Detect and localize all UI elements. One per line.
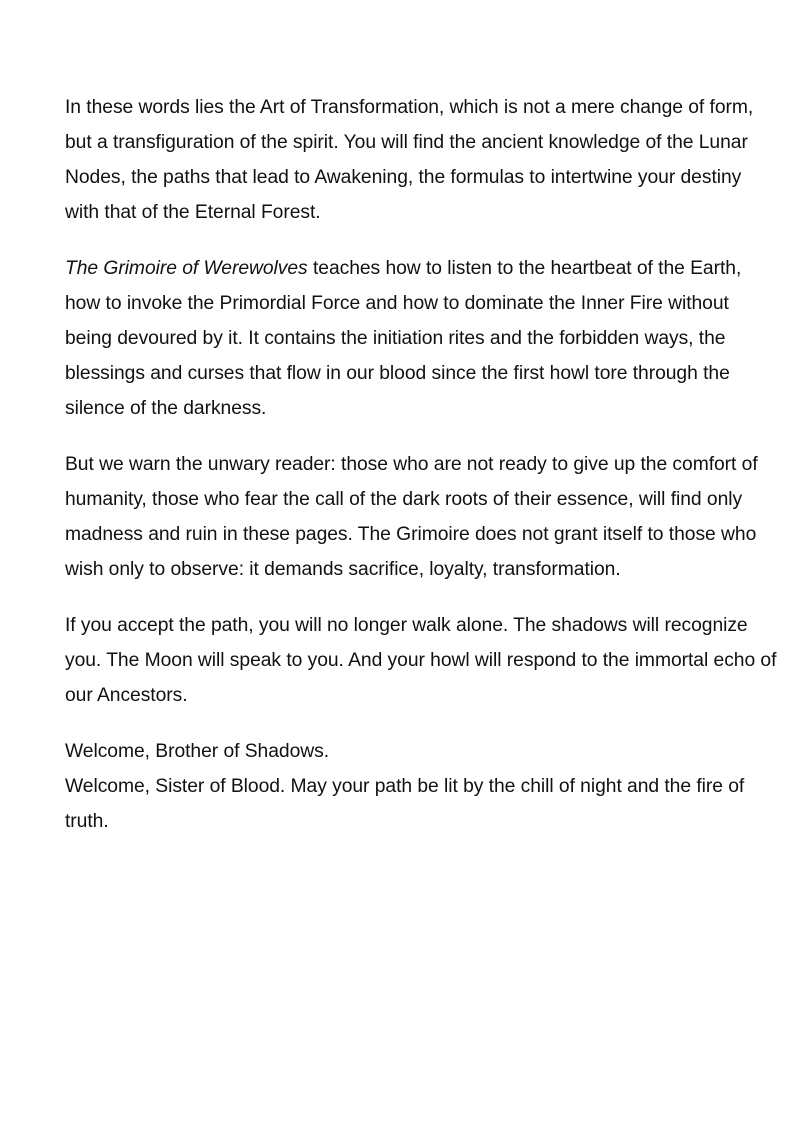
paragraph-text: If you accept the path, you will no longer walk alone. The shadows will recognize you. The Moon will speak to you. And your howl will respond to the immortal echo of our Ancestors.: [65, 615, 777, 706]
closing-line-brother: Welcome, Brother of Shadows.: [65, 741, 330, 762]
paragraph-text: teaches how to listen to the heartbeat of the Earth, how to invoke the Primordial Force and how to dominate the Inner Fire without being devoured by it. It contains the initiation rites and the forbidden ways, the blessings and curses that flow in our blood since the first howl tore through the silence of the darkness.: [65, 258, 742, 419]
paragraph-path: [65, 608, 777, 713]
paragraph-text: In these words lies the Art of Transformation, which is not a mere change of form, but a transfiguration of the spirit. You will find the ancient knowledge of the Lunar Nodes, the paths that lead to Awakening, the formulas to intertwine your destiny with that of the Eternal Forest.: [65, 97, 754, 223]
closing-line-sister: Welcome, Sister of Blood. May your path be lit by the chill of night and the fire of truth.: [65, 776, 745, 832]
paragraph-transformation: [65, 90, 777, 230]
book-title: The Grimoire of Werewolves: [65, 258, 308, 279]
paragraph-text: But we warn the unwary reader: those who are not ready to give up the comfort of humanity, those who fear the call of the dark roots of their essence, will find only madness and ruin in these pages. The Grimoire does not grant itself to those who wish only to observe: it demands sacrifice, loyalty, transformation.: [65, 454, 758, 580]
document-body: [65, 90, 777, 839]
paragraph-warning: [65, 447, 777, 587]
paragraph-grimoire: [65, 251, 777, 426]
closing-block: [65, 734, 777, 839]
